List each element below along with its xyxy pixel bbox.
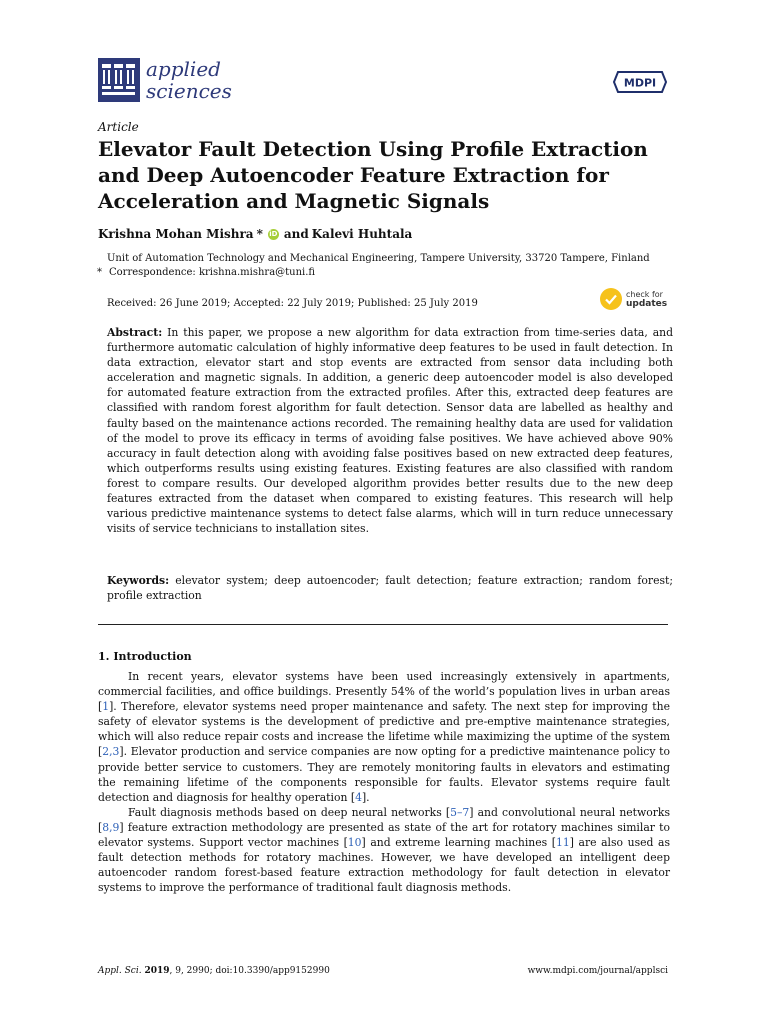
text-run: ] feature extraction methodology are presented as state of the art for rotatory machines similar to elevator systems. Support vector machines [ (98, 820, 670, 850)
check-updates-icon (600, 288, 622, 310)
citation-link[interactable]: 4 (355, 790, 362, 804)
paragraph (98, 669, 670, 805)
paragraph (98, 805, 670, 896)
citation-link[interactable]: 1 (102, 700, 110, 714)
keywords-text: elevator system; deep autoencoder; fault detection; feature extraction; random forest; profile extraction (107, 574, 673, 603)
text-run: ] are also used as fault detection methods for rotatory machines. However, we have developed an intelligent deep autoencoder random forest-based feature extraction methodology for fault detection in elevator systems to improve the performance of traditional fault diagnosis methods. (98, 836, 670, 895)
introduction-body (98, 669, 670, 895)
abstract-text: In this paper, we propose a new algorithm for data extraction from time-series data, and furthermore automatic calculation of highly informative deep features to be used in fault detection. In data extraction, elevator start and stop events are extracted from sensor data including both acceleration and magnetic signals. In addition, a generic deep autoencoder model is also developed for automated feature extraction from the extracted profiles. After this, extracted deep features are classified with random forest algorithm for fault detection. Sensor data are labelled as healthy and faulty based on the maintenance actions recorded. The remaining healthy data are used for validation of the model to prove its efficacy in terms of avoiding false positives. We have achieved above 90% accuracy in fault detection along with avoiding false positives based on new extracted deep features, which outperforms results using existing features. Existing features are also classified with random forest to compare results. Our developed algorithm provides better results due to the new deep features extracted from the dataset when compared to existing features. This research will help various predictive maintenance systems to detect false alarms, which will in turn reduce unnecessary visits of service technicians to installation sites. (107, 326, 673, 536)
check-updates-line1: check for (626, 289, 663, 299)
citation-link[interactable]: 2,3 (102, 745, 120, 759)
citation-link[interactable]: 5–7 (450, 805, 470, 819)
section-divider (98, 624, 668, 625)
correspondence-symbol: * (97, 267, 102, 278)
journal-abbreviation: Appl. Sci. (98, 966, 142, 976)
article-type: Article (98, 120, 139, 134)
text-run: ] and extreme learning machines [ (361, 836, 556, 850)
author-list (98, 227, 412, 241)
journal-emblem-icon (98, 58, 140, 102)
text-run: ]. Therefore, elevator systems need proper maintenance and safety. The next step for improving the safety of elevator systems is the development of predictive and pre-emptive maintenance strategies, which will also reduce repair costs and increase the lifetime while maximizing the uptime of the system [ (98, 700, 670, 759)
paper-title: Elevator Fault Detection Using Profile Extraction and Deep Autoencoder Feature Extraction for Acceleration and Magnetic Signals (98, 137, 648, 213)
text-run: Fault diagnosis methods based on deep neural networks [ (128, 805, 451, 819)
doi-citation[interactable]: , 9, 2990; doi:10.3390/app9152990 (169, 966, 330, 976)
author-connector: and (283, 227, 309, 241)
citation-link[interactable]: 10 (347, 836, 362, 850)
author-name[interactable]: Krishna Mohan Mishra (98, 227, 254, 241)
correspondence-line (97, 266, 650, 280)
journal-name-line1: applied (146, 57, 221, 81)
section-heading: 1. Introduction (98, 650, 192, 663)
citation-link[interactable]: 8,9 (102, 820, 120, 834)
keywords-label: Keywords: (107, 574, 170, 587)
publisher-name: MDPI (623, 76, 657, 90)
journal-name (146, 58, 232, 102)
citation-link[interactable]: 11 (555, 836, 570, 850)
check-updates-line2: updates (626, 298, 668, 309)
text-run: In recent years, elevator systems have been used increasingly extensively in apartments, commercial facilities, and office buildings. Presently 54% of the world’s population lives in urban areas [ (98, 670, 670, 714)
corresponding-mark: * (256, 227, 263, 241)
mdpi-logo-icon (612, 70, 668, 94)
author-name[interactable]: Kalevi Huhtala (311, 227, 413, 241)
journal-name-line2: sciences (146, 79, 232, 103)
journal-logo (98, 58, 232, 102)
orcid-icon[interactable]: iD (269, 230, 278, 238)
text-run: ] and convolutional neural networks [ (98, 805, 671, 834)
correspondence-text[interactable]: Correspondence: krishna.mishra@tuni.fi (109, 267, 316, 278)
abstract-label: Abstract: (107, 326, 163, 339)
footer-citation (98, 966, 330, 976)
abstract (107, 325, 673, 536)
check-for-updates-button[interactable] (600, 288, 667, 310)
publication-year: 2019 (144, 966, 170, 976)
affiliations (97, 252, 650, 280)
check-updates-label (626, 290, 667, 309)
text-run: ]. (361, 790, 370, 804)
publication-dates: Received: 26 June 2019; Accepted: 22 July 2019; Published: 25 July 2019 (107, 298, 478, 309)
text-run: ]. Elevator production and service companies are now opting for a predictive maintenance policy to provide better service to customers. They are remotely monitoring faults in elevators and estimating the remaining lifetime of the components responsible for faults. Elevator systems require fault detection and diagnosis for healthy operation [ (98, 745, 670, 804)
keywords (107, 573, 673, 603)
affiliation-line: Unit of Automation Technology and Mechanical Engineering, Tampere University, 33720 Tampere, Finland (107, 253, 650, 264)
journal-url[interactable]: www.mdpi.com/journal/applsci (527, 966, 668, 976)
